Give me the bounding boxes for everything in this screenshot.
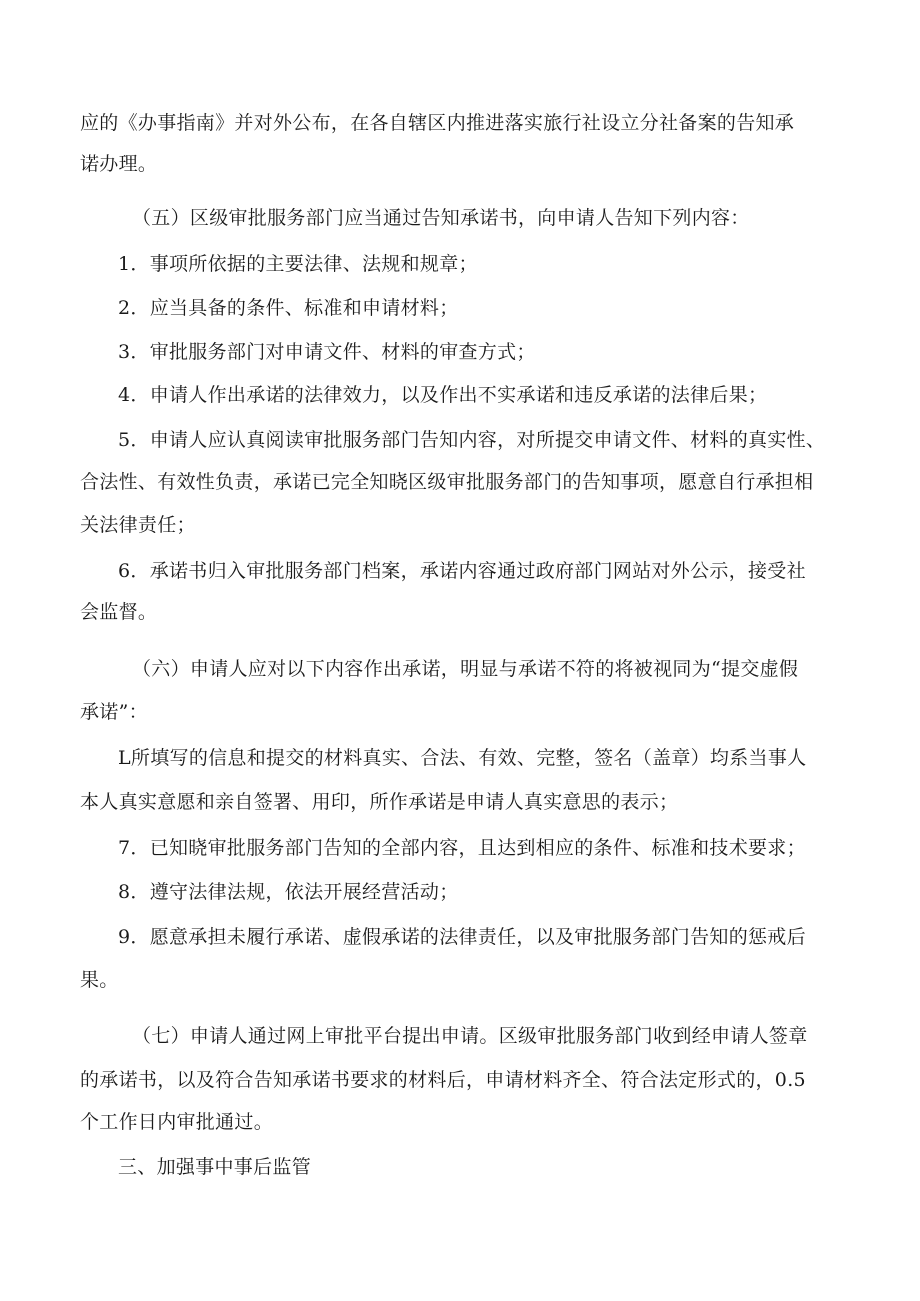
text-line: 2．应当具备的条件、标准和申请材料；	[118, 297, 459, 319]
text-line: 的承诺书，以及符合告知承诺书要求的材料后，申请材料齐全、符合法定形式的，0.5	[80, 1069, 806, 1091]
text-line: 个工作日内审批通过。	[80, 1111, 274, 1133]
text-line: 3．审批服务部门对申请文件、材料的审查方式；	[118, 341, 536, 363]
text-line: 6．承诺书归入审批服务部门档案，承诺内容通过政府部门网站对外公示，接受社	[118, 560, 806, 582]
text-line: 本人真实意愿和亲自签署、用印，所作承诺是申请人真实意思的表示；	[80, 791, 679, 813]
text-line: L所填写的信息和提交的材料真实、合法、有效、完整，签名（盖章）均系当事人	[118, 747, 807, 769]
text-line: 会监督。	[80, 601, 158, 623]
text-line: 承诺”：	[80, 701, 148, 723]
text-line: （五）区级审批服务部门应当通过告知承诺书，向申请人告知下列内容：	[132, 207, 750, 229]
text-line: 应的《办事指南》并对外公布，在各自辖区内推进落实旅行社设立分社备案的告知承	[80, 112, 795, 134]
text-line: 9．愿意承担未履行承诺、虚假承诺的法律责任，以及审批服务部门告知的惩戒后	[118, 926, 806, 948]
text-line: 5．申请人应认真阅读审批服务部门告知内容，对所提交申请文件、材料的真实性、	[118, 429, 826, 451]
text-line: 关法律责任；	[80, 514, 196, 536]
text-line: 4．申请人作出承诺的法律效力，以及作出不实承诺和违反承诺的法律后果；	[118, 384, 768, 406]
text-line: 合法性、有效性负责，承诺已完全知晓区级审批服务部门的告知事项，愿意自行承担相	[80, 471, 814, 493]
text-line: 果。	[80, 969, 119, 991]
text-line: 7．已知晓审批服务部门告知的全部内容，且达到相应的条件、标准和技术要求；	[118, 837, 806, 859]
text-line: （七）申请人通过网上审批平台提出申请。区级审批服务部门收到经申请人签章	[132, 1025, 808, 1047]
text-line: 8．遵守法律法规，依法开展经营活动；	[118, 881, 459, 903]
text-line: 1．事项所依据的主要法律、法规和规章；	[118, 253, 478, 275]
text-line: （六）申请人应对以下内容作出承诺，明显与承诺不符的将被视同为“提交虚假	[132, 658, 799, 680]
text-line: 诺办理。	[80, 153, 158, 175]
section-heading: 三、加强事中事后监管	[118, 1156, 312, 1178]
